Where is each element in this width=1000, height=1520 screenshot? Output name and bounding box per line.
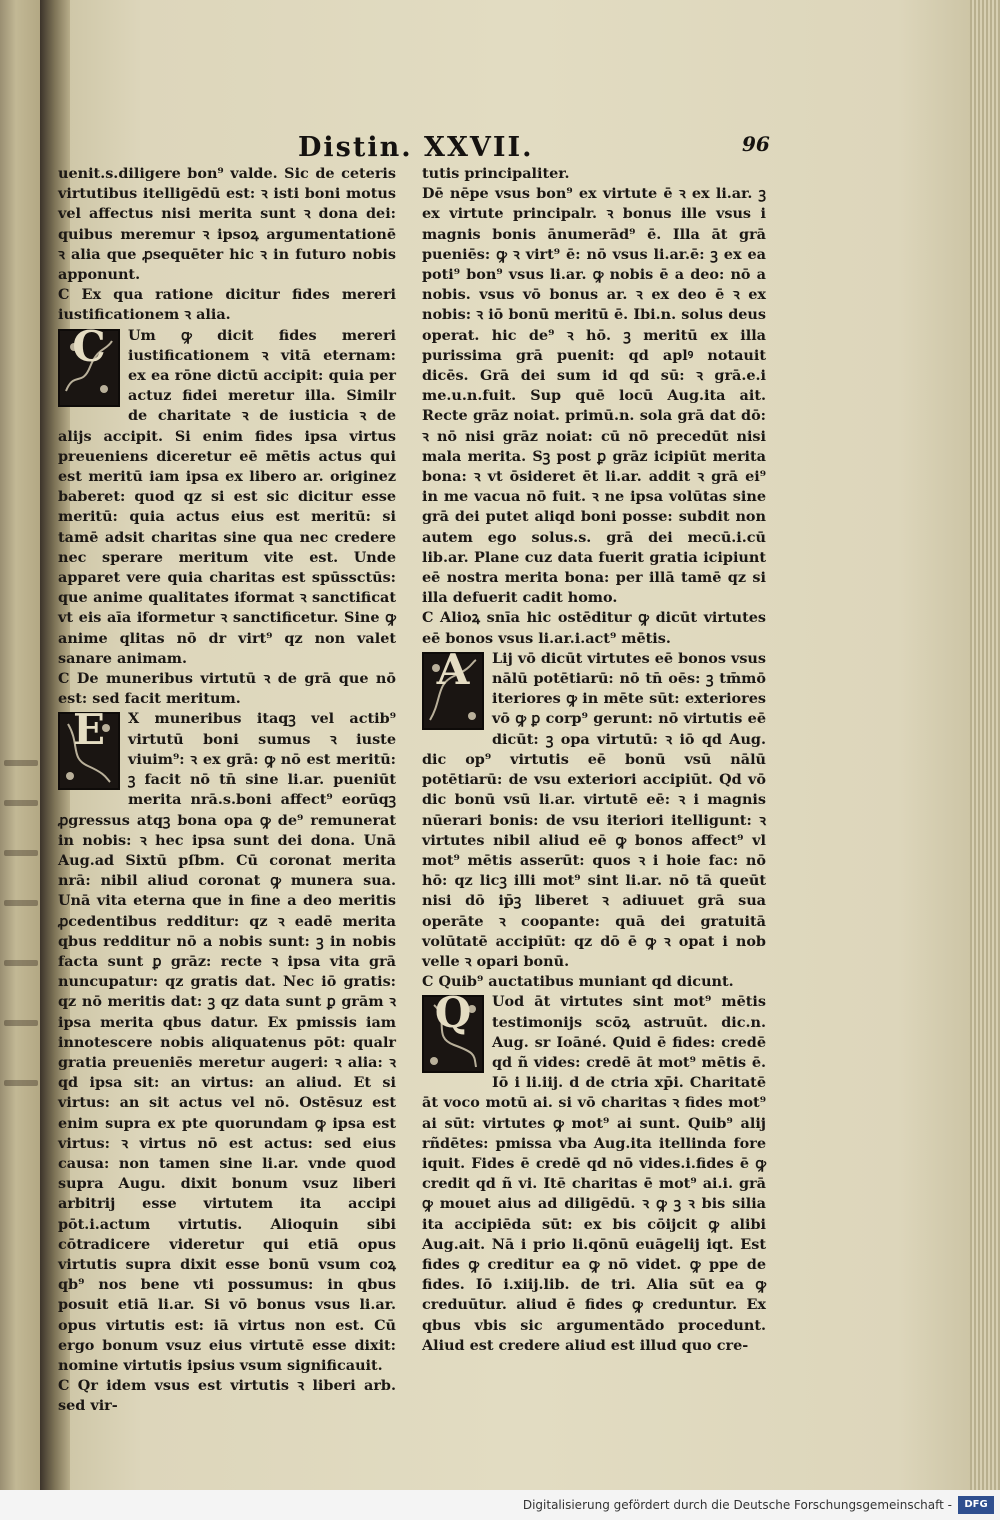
paragraph: Uod āt virtutes sint mot⁹ mētis testimonijs scōꝝ astruūt. dic.n. Aug. sr Ioāné. Quid ē fides: credē qd ñ vides: credē āt mot⁹ mētis ē. Iō i li.iij. d de ctria xp̄i. Charitatē āt voco motū ai. si vō charitas ꝛ fides mot⁹ ai sūt: virtutes ꝙ mot⁹ ai sunt. Quib⁹ alij rñdētes: pmissa vba Aug.ita itellinda fore iquit. Fides ē credē qd nō vides.i.fides ē ꝙ credit qd ñ vi. Itē charitas ē mot⁹ ai.i. grā ꝙ mouet aius ad diligēdū. ꝛ ꝙ ꝫ ꝛ bis silia ita accipiēda sūt: ex bis cōijcit ꝙ alibi Aug.ait. Nā i prio li.qōnū euāgelij iqt. Est fides ꝙ creditur ea ꝙ nō videt. ꝙ ppe de fides. Iō i.xiij.lib. de tri. Alia sūt ea ꝙ creduūtur. aliud ē fides ꝙ creduntur. Ex qbus vbis sic argumentādo procedunt. Aliud est credere aliud est illud quo cre-	[422, 993, 766, 1354]
paragraph-with-initial	[422, 644, 766, 972]
decorated-initial	[422, 644, 484, 730]
facing-page-ink	[4, 800, 38, 806]
text-column-left	[58, 164, 396, 1417]
facing-page-ink	[4, 850, 38, 856]
initial-letter: A	[436, 644, 470, 694]
rubric: C De muneribus virtutū ꝛ de grā que nō est: sed facit meritum.	[58, 670, 396, 708]
paragraph-with-initial	[58, 705, 396, 1376]
facing-page-ink	[4, 760, 38, 766]
facing-page-ink	[4, 1080, 38, 1086]
folio-number: 96	[742, 132, 770, 156]
facing-page-ink	[4, 900, 38, 906]
book-page	[58, 0, 970, 1490]
paragraph-with-initial	[422, 988, 766, 1356]
page-header	[70, 132, 970, 168]
paragraph: X muneribus itaqꝫ vel actib⁹ virtutū boni sumus ꝛ iuste viuim⁹: ꝛ ex grā: ꝙ nō est meritū: ꝫ facit nō tn̄ sine li.ar. pueniūt merita nrā.s.boni affect⁹ eorūqꝫ ꝓgressus atqꝫ bona opa ꝙ de⁹ remunerat in nobis: ꝛ hec ipsa sunt dei dona. Unā Aug.ad Sixtū pſbm. Cū coronat merita nrā: nibil aliud coronat ꝙ munera sua. Unā vita eterna que in fine a deo meritis ꝓcedentibus redditur: qz ꝛ eadē merita qbus redditur nō a nobis sunt: ꝫ in nobis facta sunt ꝑ grāz: recte ꝛ ipsa vita grā nuncupatur: qz gratis dat. Nec iō gratis: qz nō meritis dat: ꝫ qz data sunt ꝑ grām ꝛ ipsa merita qbus datur. Ex pmissis iam innotescere nobis aliquatenus pōt: qualr gratia preueniēs meretur augeri: ꝛ alia: ꝛ qd ipsa sit: an virtus: an aliud. Et si virtus: an sit actus vel nō. Ostēsuz est enim supra ex pte quorundam ꝙ ipsa est virtus: ꝛ virtus nō est actus: sed eius causa: non tamen sine li.ar. vnde quod supra Augu. dixit bonum vsuz liberi arbitrij esse virtutem ita accipi pōt.i.actum virtutis. Alioquin sibi cōtradicere videretur qui etiā opus virtutis supra dixit esse bonū vsum coꝝ qb⁹ nos bene vti possumus: in qbus posuit etiā li.ar. Si vō bonus vsus li.ar. opus virtutis est: iā virtus non est. Cū ergo bonum vsuz eius virtutē esse dixit: nomine virtutis ipsius vsum significauit.	[58, 710, 396, 1374]
facing-page-edge	[0, 0, 40, 1490]
text-column-right	[422, 164, 766, 1356]
decorated-initial	[422, 988, 484, 1073]
facing-page-ink	[4, 960, 38, 966]
paragraph: uenit.s.diligere bon⁹ valde. Sic de ceteris virtutibus itelligēdū est: ꝛ isti boni motus vel affectus nisi merita sunt ꝛ dona dei: quibus meremur ꝛ ipsoꝝ argumentationē ꝛ alia que ꝓsequēter hic ꝛ in futuro nobis apponunt.	[58, 165, 396, 284]
initial-letter: Q	[434, 988, 472, 1038]
paragraph-with-initial	[58, 321, 396, 669]
rubric: C Qr idem vsus est virtutis ꝛ liberi arb. sed vir-	[58, 1377, 396, 1415]
rubric: C Alioꝝ snīa hic ostēditur ꝙ dicūt virtutes eē bonos vsus li.ar.i.act⁹ mētis.	[422, 609, 766, 647]
initial-letter: C	[72, 321, 106, 371]
paragraph: Um ꝙ dicit fides mereri iustificationem ꝛ vitā eternam: ex ea rōne dictū accipit: quia per actuz fidei meretur illa. Similr de charitate ꝛ de iusticia ꝛ de alijs accipit. Si enim fides ipsa virtus preueniens diceretur eē mētis actus qui est meritū iam ipsa ex libero ar. originez baberet: quod qz si est sic dicitur esse meritū: quia actus eius est meritū: si tamē adsit charitas sine qua nec credere nec sperare meritum vite est. Unde apparet vere quia charitas est spūssctūs: que anime qualitates iformat ꝛ sanctificat vt eis aīa iformetur ꝛ sanctificetur. Sine ꝙ anime qlitas nō dr virt⁹ qz non valet sanare animam.	[58, 326, 396, 667]
dfg-logo: DFG	[958, 1496, 994, 1514]
running-title: Distin. XXVII.	[298, 132, 534, 163]
page-edges	[970, 0, 1000, 1490]
footer-bar	[0, 1490, 1000, 1520]
decorated-initial	[58, 321, 120, 407]
paragraph: Lij vō dicūt virtutes eē bonos vsus nālū potētiarū: nō tn̄ oēs: ꝫ tm̄mō iteriores ꝙ in mēte sūt: exteriores vō ꝙ ꝑ corp⁹ gerunt: nō virtutis eē dicūt: ꝫ opa virtutū: ꝛ iō qd Aug. dic op⁹ virtutis eē bonū vsū nālū potētiarū: de vsu exteriori accipiūt. Qd vō dic bonū vsū li.ar. virtutē eē: ꝛ i magnis nūerari bonis: de vsu iteriori itelligunt: ꝛ virtutes nibil aliud eē ꝙ bonos affect⁹ vl mot⁹ mētis asserūt: quos ꝛ i hoie fac: nō hō: qz licꝫ illi mot⁹ sint li.ar. nō tā queūt nisi dō ip̄ꝫ liberet ꝛ adiuuet grā sua operāte ꝛ coopante: quā dei gratuitā volūtatē accipiūt: qz dō ē ꝙ ꝛ opat i nob velle ꝛ opari bonū.	[422, 649, 766, 970]
funding-notice: Digitalisierung gefördert durch die Deutsche Forschungsgemeinschaft -	[522, 1498, 952, 1512]
facing-page-ink	[4, 1020, 38, 1026]
initial-letter: E	[72, 705, 105, 755]
paragraph: tutis principaliter.	[422, 165, 570, 182]
paragraph: Dē nēpe vsus bon⁹ ex virtute ē ꝛ ex li.ar. ꝫ ex virtute principalr. ꝛ bonus ille vsus i magnis bonis ānumerād⁹ ē. Illa āt grā pueniēs: ꝙ ꝛ virt⁹ ē: nō vsus li.ar.ē: ꝫ ex ea poti⁹ bon⁹ vsus li.ar. ꝙ nobis ē a deo: nō a nobis. vsus vō bonus ar. ꝛ ex deo ē ꝛ ex nobis: ꝛ iō bonū meritū ē. Ibi.n. solus deus operat. hic de⁹ ꝛ hō. ꝫ meritū ex illa purissima grā puenit: qd aplꝰ notauit dicēs. Grā dei sum id qd sū: ꝛ grā.e.i me.u.n.fuit. Sup quē locū Aug.ita ait. Recte grāz noiat. primū.n. sola grā dat dō: ꝛ nō nisi grāz noiat: cū nō precedūt nisi mala merita. Sꝫ post ꝑ grāz icipiūt merita bona: ꝛ vt ōsideret ēt li.ar. addit ꝛ grā ei⁹ in me vacua nō fuit. ꝛ ne ipsa volūtas sine grā dei putet aliqd boni posse: subdit non autem ego solus.s. grā dei mecū.i.cū lib.ar. Plane cuz data fuerit gratia icipiunt eē nostra merita bona: per illā tamē qz si illa defuerit cadit homo.	[422, 185, 766, 607]
rubric: C Quib⁹ auctatibus muniant qd dicunt.	[422, 973, 734, 991]
rubric: C Ex qua ratione dicitur fides mereri iustificationem ꝛ alia.	[58, 286, 396, 324]
decorated-initial	[58, 705, 120, 790]
